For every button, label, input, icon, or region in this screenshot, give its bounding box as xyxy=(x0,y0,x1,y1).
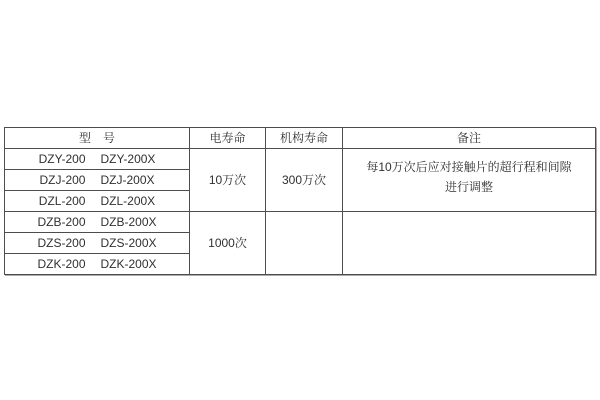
model-pair xyxy=(5,212,189,232)
remark-line-2: 进行调整 xyxy=(444,180,493,194)
remarks-cell-group2 xyxy=(343,212,596,275)
electrical-life-cell-group2: 1000次 xyxy=(190,212,266,275)
model-code: DZL-200 xyxy=(38,194,86,208)
model-pair xyxy=(5,254,189,274)
table-row xyxy=(5,212,596,233)
model-cell xyxy=(5,170,190,191)
model-code: DZY-200 xyxy=(38,152,86,166)
relay-life-spec-table xyxy=(4,127,596,275)
model-code-x: DZK-200X xyxy=(100,257,157,271)
model-cell xyxy=(5,191,190,212)
col-header-model: 型 号 xyxy=(5,128,190,149)
electrical-life-cell-group1: 10万次 xyxy=(190,149,266,212)
model-code: DZB-200 xyxy=(37,215,86,229)
model-code-x: DZL-200X xyxy=(100,194,156,208)
remark-text xyxy=(343,157,595,197)
model-pair xyxy=(5,149,189,169)
mechanical-life-cell-group2 xyxy=(266,212,343,275)
model-code: DZJ-200 xyxy=(39,173,86,187)
model-code-x: DZS-200X xyxy=(100,236,157,250)
model-pair xyxy=(5,170,189,190)
model-cell xyxy=(5,254,190,275)
col-header-remarks: 备注 xyxy=(343,128,596,149)
remarks-cell-group1 xyxy=(343,149,596,212)
header-row xyxy=(5,128,596,149)
model-code-x: DZY-200X xyxy=(100,152,156,166)
model-cell xyxy=(5,149,190,170)
table-row xyxy=(5,149,596,170)
col-header-electrical-life: 电寿命 xyxy=(190,128,266,149)
mechanical-life-cell-group1: 300万次 xyxy=(266,149,343,212)
model-code-x: DZB-200X xyxy=(100,215,157,229)
model-code: DZK-200 xyxy=(37,257,86,271)
model-cell xyxy=(5,212,190,233)
model-code-x: DZJ-200X xyxy=(100,173,155,187)
model-pair xyxy=(5,191,189,211)
col-header-mechanical-life: 机构寿命 xyxy=(266,128,343,149)
remark-line-1: 每10万次后应对接触片的超行程和间隙 xyxy=(366,160,572,174)
model-cell xyxy=(5,233,190,254)
model-code: DZS-200 xyxy=(37,236,86,250)
model-pair xyxy=(5,233,189,253)
